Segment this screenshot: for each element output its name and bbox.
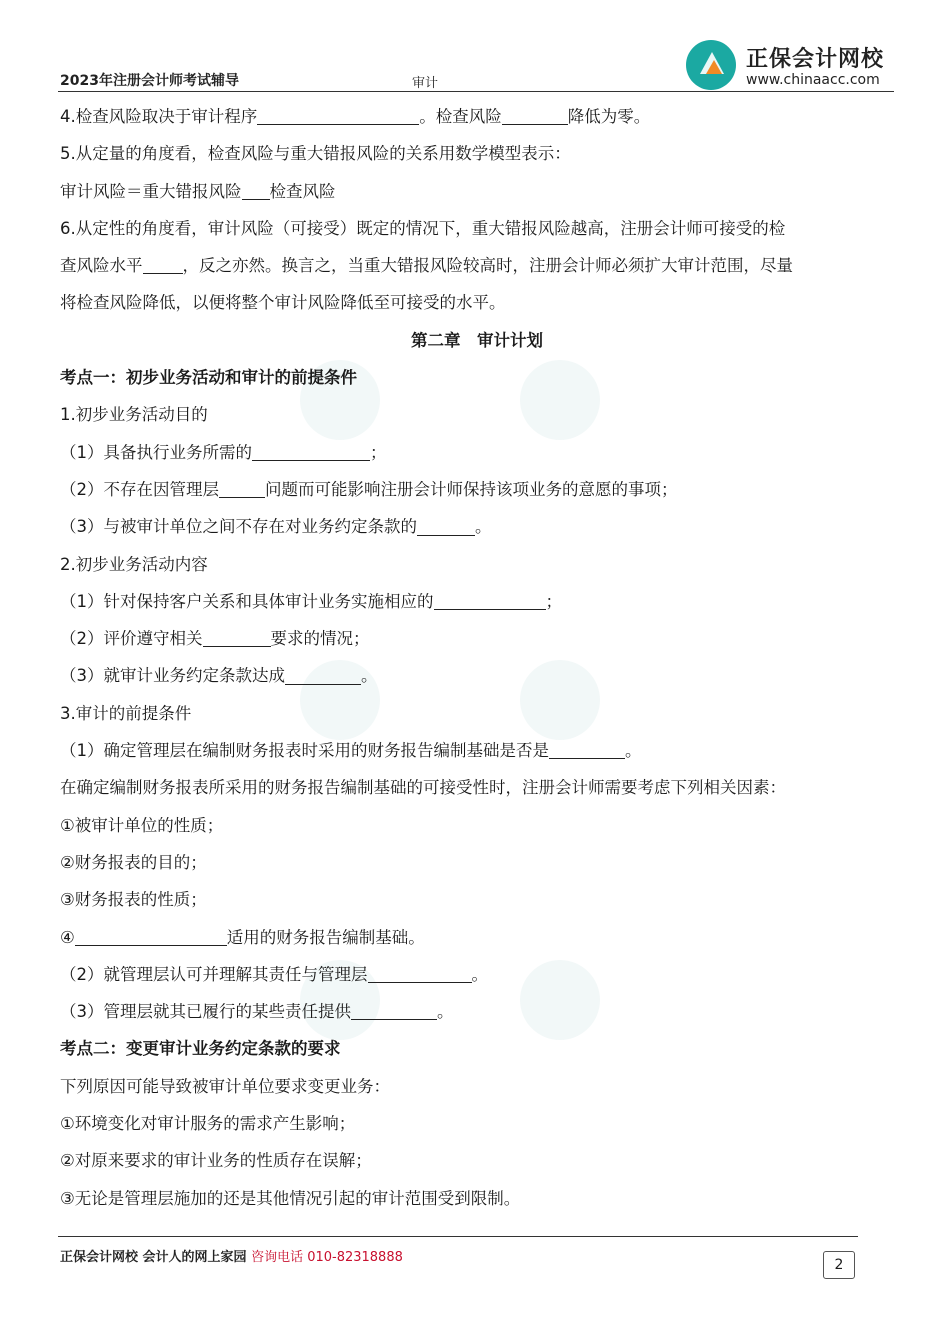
formula-line: 审计风险＝重大错报风险 检查风险 xyxy=(60,181,336,201)
list-item: ②财务报表的目的； xyxy=(60,852,207,872)
subsection-heading: 3.审计的前提条件 xyxy=(60,703,192,723)
fill-blank xyxy=(502,106,568,125)
logo-url: www.chinaacc.com xyxy=(746,72,880,88)
list-item: ④ 适用的财务报告编制基础。 xyxy=(60,927,425,947)
subsection-heading: 2.初步业务活动内容 xyxy=(60,554,208,574)
fill-blank xyxy=(143,255,183,274)
fill-blank xyxy=(75,927,227,946)
fill-blank xyxy=(203,628,271,647)
list-item: ①环境变化对审计服务的需求产生影响； xyxy=(60,1114,356,1134)
footer-brand: 正保会计网校 会计人的网上家园 xyxy=(60,1250,247,1265)
document-body xyxy=(60,98,894,1217)
fill-blank xyxy=(242,181,270,200)
list-item: （3）与被审计单位之间不存在对业务约定条款的 。 xyxy=(60,517,492,537)
fill-blank xyxy=(417,516,475,535)
header-course-title: 2023年注册会计师考试辅导 xyxy=(60,73,239,89)
list-item: （1）具备执行业务所需的 ； xyxy=(60,442,387,462)
section-heading: 考点二：变更审计业务约定条款的要求 xyxy=(60,1039,341,1059)
list-item: （3）管理层就其已履行的某些责任提供 。 xyxy=(60,1002,454,1022)
fill-blank xyxy=(368,964,472,983)
fill-blank xyxy=(252,442,370,461)
text-line: 5.从定量的角度看，检查风险与重大错报风险的关系用数学模型表示： xyxy=(60,144,571,164)
list-item: （3）就审计业务约定条款达成 。 xyxy=(60,666,378,686)
footer xyxy=(60,1246,403,1265)
fill-blank xyxy=(549,740,625,759)
subsection-heading: 1.初步业务活动目的 xyxy=(60,405,208,425)
list-item: （2）不存在因管理层 问题而可能影响注册会计师保持该项业务的意愿的事项； xyxy=(60,479,678,499)
fill-blank xyxy=(434,591,546,610)
list-item: ②对原来要求的审计业务的性质存在误解； xyxy=(60,1151,372,1171)
list-item: ③财务报表的性质； xyxy=(60,890,207,910)
list-item: （1）针对保持客户关系和具体审计业务实施相应的 ； xyxy=(60,591,562,611)
fill-blank xyxy=(285,666,361,685)
list-item: （2）就管理层认可并理解其责任与管理层 。 xyxy=(60,964,488,984)
text-line: 6.从定性的角度看，审计风险（可接受）既定的情况下，重大错报风险越高，注册会计师可接受的检 xyxy=(60,218,786,238)
brand-logo xyxy=(686,38,896,94)
fill-blank xyxy=(219,479,265,498)
paragraph: 在确定编制财务报表所采用的财务报告编制基础的可接受性时，注册会计师需要考虑下列相关因素： xyxy=(60,778,786,798)
logo-brand-name: 正保会计网校 xyxy=(746,47,885,72)
chapter-title: 第二章 审计计划 xyxy=(411,330,543,350)
header-subject: 审计 xyxy=(412,76,439,91)
footer-hotline: 咨询电话 010-82318888 xyxy=(251,1250,403,1265)
list-item: （2）评价遵守相关 要求的情况； xyxy=(60,629,370,649)
text-line: 4.检查风险取决于审计程序 。检查风险 降低为零。 xyxy=(60,107,651,126)
text-line: 将检查风险降低，以便将整个审计风险降低至可接受的水平。 xyxy=(60,293,506,313)
list-item: （1）确定管理层在编制财务报表时采用的财务报告编制基础是否是 。 xyxy=(60,741,642,761)
fill-blank xyxy=(257,106,419,125)
text-line: 查风险水平 ，反之亦然。换言之，当重大错报风险较高时，注册会计师必须扩大审计范围，尽量 xyxy=(60,256,793,276)
page-number: 2 xyxy=(823,1251,855,1279)
paragraph: 下列原因可能导致被审计单位要求变更业务： xyxy=(60,1076,390,1096)
fill-blank xyxy=(351,1001,437,1020)
logo-icon xyxy=(686,40,736,90)
list-item: ①被审计单位的性质； xyxy=(60,815,224,835)
list-item: ③无论是管理层施加的还是其他情况引起的审计范围受到限制。 xyxy=(60,1188,521,1208)
footer-divider xyxy=(58,1236,858,1237)
section-heading: 考点一：初步业务活动和审计的前提条件 xyxy=(60,368,357,388)
